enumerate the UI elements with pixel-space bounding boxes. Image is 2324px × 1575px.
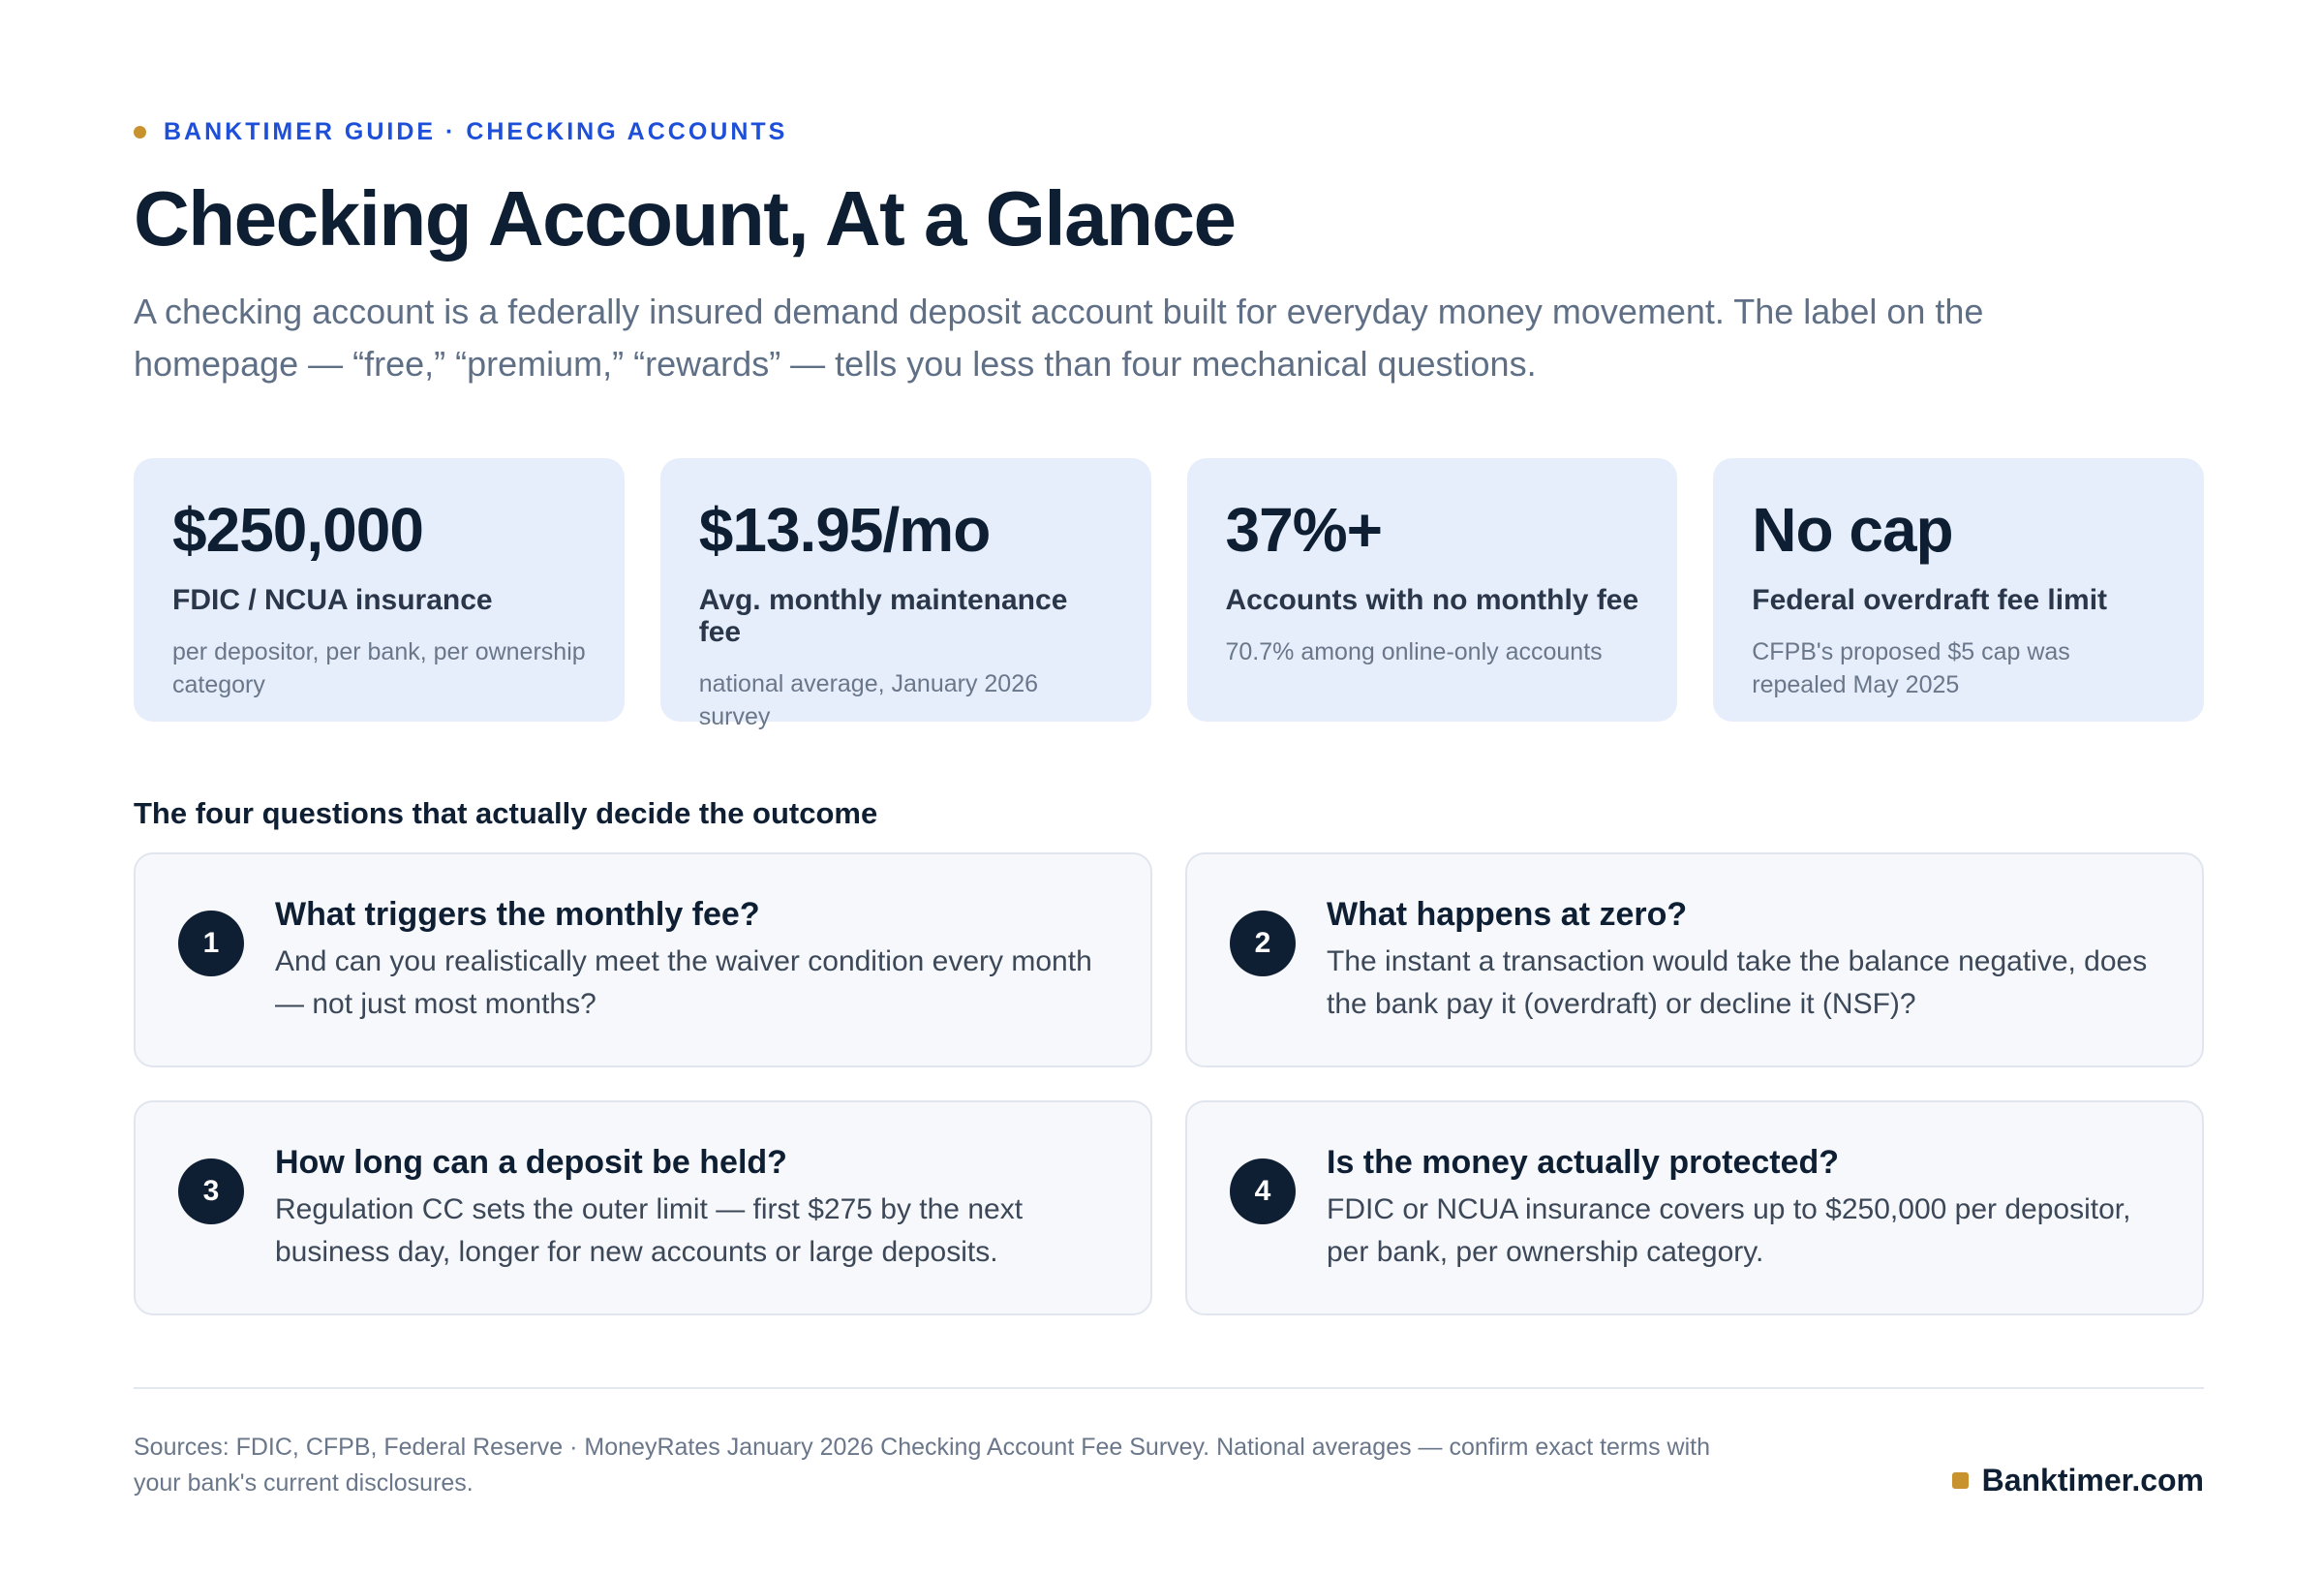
stat-label: Avg. monthly maintenance fee bbox=[698, 584, 1068, 648]
page-title: Checking Account, At a Glance bbox=[134, 175, 1236, 262]
question-title: What happens at zero? bbox=[1327, 896, 1688, 933]
stats-row bbox=[134, 458, 2204, 730]
eyebrow-text: BANKTIMER GUIDE · CHECKING ACCOUNTS bbox=[164, 118, 788, 145]
question-body bbox=[1327, 1143, 2163, 1313]
question-card bbox=[1185, 852, 2204, 1067]
questions-grid bbox=[134, 852, 2204, 1315]
question-title: What triggers the monthly fee? bbox=[275, 896, 760, 933]
question-body bbox=[275, 1143, 1112, 1313]
question-text: Regulation CC sets the outer limit — first $275 by the next business day, longer for new accounts or large deposits. bbox=[275, 1192, 1024, 1268]
question-number-badge: 3 bbox=[178, 1158, 244, 1224]
question-number-badge: 2 bbox=[1230, 911, 1296, 976]
question-card bbox=[1185, 1100, 2204, 1315]
footer-divider bbox=[134, 1387, 2204, 1389]
question-text: And can you realistically meet the waiver condition every month — not just most months? bbox=[275, 944, 1092, 1020]
question-text: FDIC or NCUA insurance covers up to $250,000 per depositor, per bank, per ownership category. bbox=[1327, 1192, 2131, 1268]
question-card bbox=[134, 852, 1152, 1067]
intro-paragraph: A checking account is a federally insured demand deposit account built for everyday money movement. The label on the homepage — “free,” “premium,” “rewards” — tells you less than four mechanical questions. bbox=[134, 292, 1984, 384]
stat-value: $13.95/mo bbox=[698, 495, 991, 565]
stat-value: $250,000 bbox=[172, 495, 423, 565]
brand-square-icon bbox=[1952, 1472, 1969, 1489]
eyebrow bbox=[134, 118, 787, 146]
stat-note: per depositor, per bank, per ownership category bbox=[172, 638, 586, 698]
stat-card-no-fee-share bbox=[1187, 458, 1678, 722]
question-body bbox=[1327, 895, 2163, 1065]
question-body bbox=[275, 895, 1112, 1065]
question-number-badge: 1 bbox=[178, 911, 244, 976]
question-title: How long can a deposit be held? bbox=[275, 1144, 787, 1181]
stat-value: No cap bbox=[1752, 495, 1953, 565]
stat-card-overdraft-limit bbox=[1713, 458, 2204, 722]
brand-mark[interactable] bbox=[1952, 1463, 2204, 1498]
stat-label: Accounts with no monthly fee bbox=[1225, 584, 1639, 616]
stat-label: FDIC / NCUA insurance bbox=[172, 584, 493, 616]
section-heading: The four questions that actually decide the outcome bbox=[134, 796, 878, 830]
stat-label: Federal overdraft fee limit bbox=[1752, 584, 2108, 616]
stat-card-maintenance-fee bbox=[660, 458, 1151, 730]
stat-note: national average, January 2026 survey bbox=[698, 670, 1039, 730]
stat-note: 70.7% among online-only accounts bbox=[1225, 638, 1603, 665]
brand-name: Banktimer.com bbox=[1981, 1463, 2204, 1498]
question-number-badge: 4 bbox=[1230, 1158, 1296, 1224]
question-text: The instant a transaction would take the balance negative, does the bank pay it (overdraft) or decline it (NSF)? bbox=[1327, 944, 2148, 1020]
stat-card-insurance bbox=[134, 458, 625, 722]
question-title: Is the money actually protected? bbox=[1327, 1144, 1840, 1181]
question-card bbox=[134, 1100, 1152, 1315]
stat-note: CFPB's proposed $5 cap was repealed May 2025 bbox=[1752, 638, 2070, 698]
sources-footnote: Sources: FDIC, CFPB, Federal Reserve · MoneyRates January 2026 Checking Account Fee Survey. National averages — confirm exact terms with your bank's current disclosures. bbox=[134, 1434, 1710, 1497]
stat-value: 37%+ bbox=[1225, 495, 1382, 565]
eyebrow-dot-icon bbox=[134, 126, 146, 139]
